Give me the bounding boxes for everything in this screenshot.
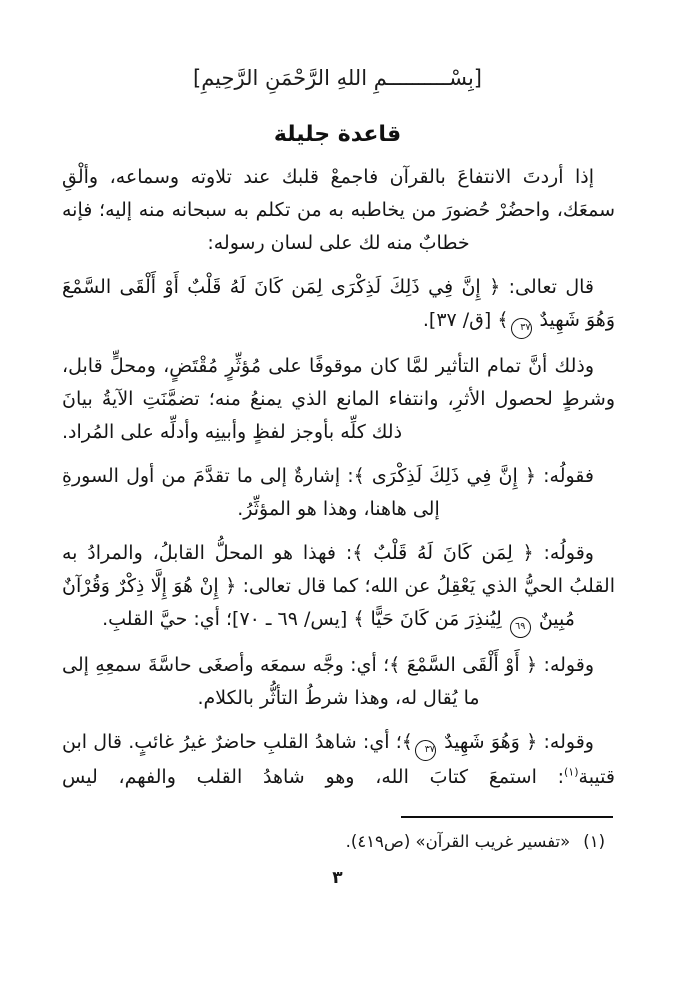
paragraph-text: : إشارةٌ إلى ما تقدَّمَ من أول السورةِ إلى هاهنا، وهذا هو المؤثِّرُ. — [62, 465, 440, 520]
ayah-number: ٣٧ — [424, 744, 435, 755]
footnote-text: «تفسير غريب القرآن» (ص٤١٩). — [345, 832, 571, 851]
footnote-marker: (١) — [583, 832, 605, 851]
ayah-number-ornament — [511, 318, 532, 339]
paragraph-text: وقولُه: — [533, 542, 594, 564]
quran-verse-excerpt: ﴿ وَهُوَ شَهِيدٌ — [437, 731, 538, 753]
footnote-divider — [401, 816, 613, 818]
quran-verse-yasin-69-70: ﴿ إِنْ هُوَ إِلَّا ذِكْرٌ وَقُرْآنٌ مُبِينٌ — [62, 575, 575, 630]
chapter-title: قاعدة جليلة — [273, 122, 402, 147]
verse-reference: [ق/ ٣٧]. — [422, 309, 498, 331]
paragraph-1 — [62, 161, 615, 260]
paragraph-text: إذا أردتَ الانتفاعَ بالقرآن فاجمعْ قلبك عند تلاوته وسماعه، وألْقِ سمعَك، واحضُرْ حُضورَ من يخاطبه به من تكلم به سبحانه منه إليه؛ فإنه خطابٌ منه لك على لسان رسوله: — [62, 166, 615, 254]
quran-verse-yasin-70: لِيُنذِرَ مَن كَانَ حَيًّا ﴾ — [353, 608, 508, 630]
bismillah-calligraphy: [بِسْــــــــــمِ اللهِ الرَّحْمَنِ الرَّحِيمِ] — [193, 66, 482, 90]
verse-reference: [يس/ ٦٩ ـ ٧٠]؛ أي: حيَّ القلبِ. — [102, 608, 354, 630]
paragraph-text: ؛ أي: وجَّه سمعَه وأصغَى حاسَّةَ سمعِهِ إلى ما يُقال له، وهذا شرطُ التأثُّر بالكلام. — [62, 654, 480, 709]
paragraph-text: فقولُه: — [536, 465, 594, 487]
ayah-number: ٦٩ — [515, 621, 526, 632]
paragraph-2 — [62, 271, 615, 339]
paragraph-text: ؛ أي: شاهدُ القلبِ حاضرٌ غيرُ غائبٍ. قال ابن قتيبة — [62, 731, 615, 788]
footnote — [62, 829, 605, 855]
page-number: ٣ — [332, 868, 343, 888]
quran-verse-qaf-37: ﴿ إِنَّ فِي ذَلِكَ لَذِكْرَى لِمَن كَانَ لَهُ قَلْبٌ أَوْ أَلْقَى السَّمْعَ وَهُوَ شَهِيدٌ — [62, 276, 615, 331]
paragraph-7 — [62, 726, 615, 794]
paragraph-5 — [62, 537, 615, 638]
paragraph-text: وقوله: — [537, 654, 594, 676]
quran-verse-excerpt: ﴿ إِنَّ فِي ذَلِكَ لَذِكْرَى ﴾ — [353, 465, 536, 487]
paragraph-text: : فهذا هو المحلُّ القابلُ، والمرادُ به القلبُ الحيُّ الذي يَعْقِلُ عن الله؛ كما قال تعالى: — [62, 542, 616, 597]
quran-verse-close-bracket: ﴾ — [401, 731, 413, 753]
quran-verse-close-bracket: ﴾ — [497, 309, 509, 331]
ayah-number: ٣٧ — [520, 322, 531, 333]
paragraph-4 — [62, 460, 615, 526]
quran-verse-excerpt: ﴿ أَوْ أَلْقَى السَّمْعَ ﴾ — [389, 654, 538, 676]
body-text — [62, 161, 615, 805]
paragraph-text: وقوله: — [537, 731, 594, 753]
paragraph-text: قال تعالى: — [500, 276, 594, 298]
paragraph-text: وذلك أنَّ تمام التأثير لمَّا كان موقوفًا على مُؤثِّرٍ مُقْتَضٍ، ومحلٍّ قابل، وشرطٍ لحصول الأثرِ، وانتفاء المانع الذي يمنعُ منه؛ تضمَّنَتِ الآيةُ بيانَ ذلك كلِّه بأوجز لفظٍ وأبينِه وأدلِّه على المُراد. — [62, 355, 615, 443]
quran-verse-excerpt: ﴿ لِمَن كَانَ لَهُ قَلْبٌ ﴾ — [352, 542, 534, 564]
paragraph-6 — [62, 649, 615, 715]
ayah-number-ornament — [415, 740, 436, 761]
footnote-reference: (١) — [564, 765, 579, 779]
ayah-number-ornament — [510, 617, 531, 638]
paragraph-text: : استمعَ كتابَ الله، وهو شاهدُ القلب والفهم، ليس — [62, 766, 564, 788]
paragraph-3 — [62, 350, 615, 449]
